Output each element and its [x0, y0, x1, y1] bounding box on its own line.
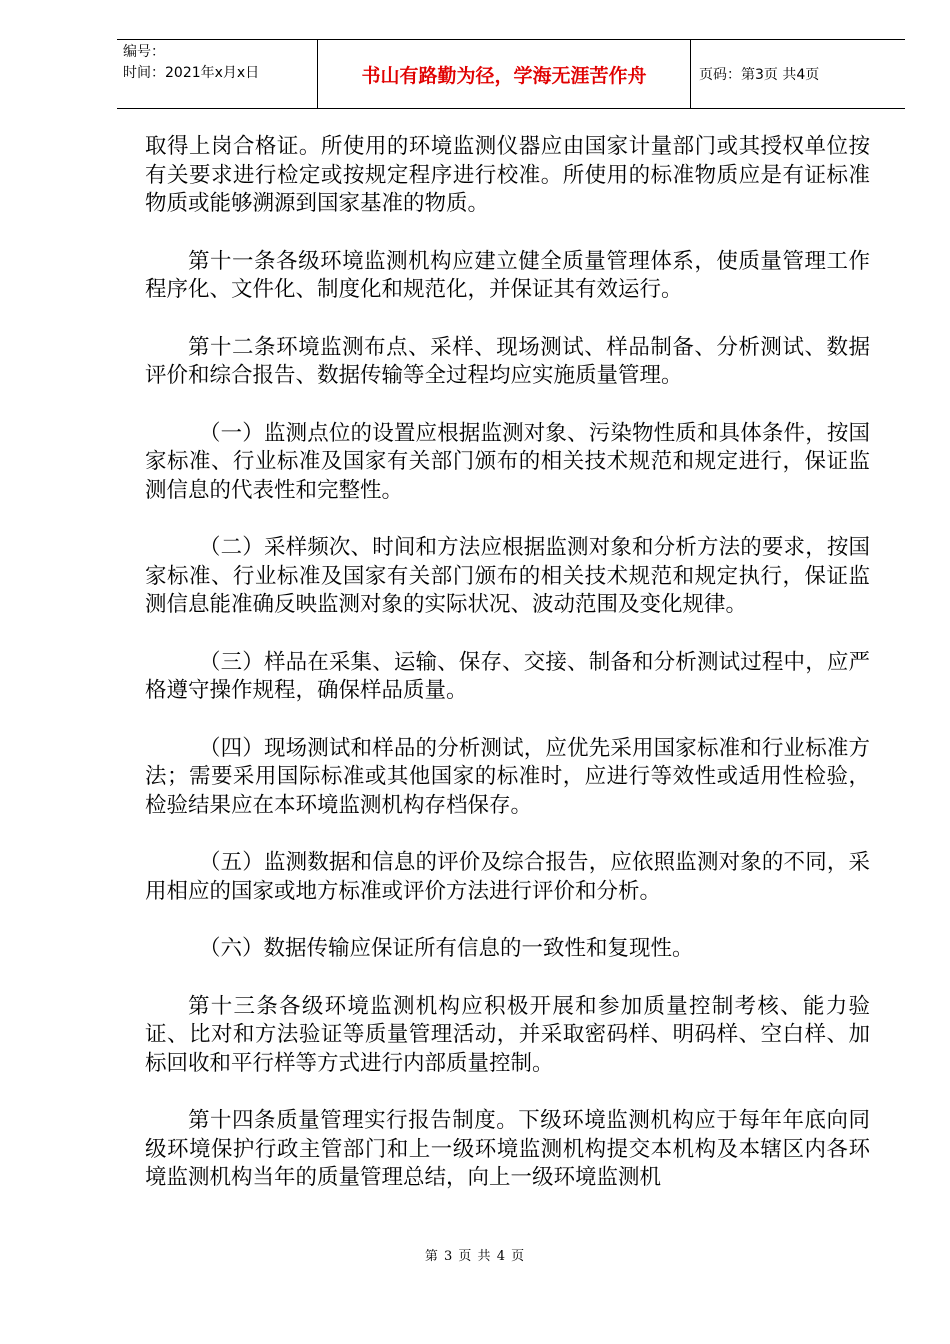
paragraph-item-6: （六）数据传输应保证所有信息的一致性和复现性。 [199, 936, 694, 961]
paragraph-item-2: （二）采样频次、时间和方法应根据监测对象和分析方法的要求，按国家标准、行业标准及国家有关部门颁布的相关技术规范和规定执行，保证监测信息能准确反映监测对象的实际状况、波动范围及变化规律。 [145, 535, 870, 617]
document-date: 时间：2021年x月x日 [123, 65, 260, 81]
paragraph-continuation: 取得上岗合格证。所使用的环境监测仪器应由国家计量部门或其授权单位按有关要求进行检定或按规定程序进行校准。所使用的标准物质应是有证标准物质或能够溯源到国家基准的物质。 [145, 134, 870, 216]
header-motto-cell [317, 40, 691, 108]
header-motto: 书山有路勤为径，学海无涯苦作舟 [361, 64, 647, 87]
paragraph-item-1: （一）监测点位的设置应根据监测对象、污染物性质和具体条件，按国家标准、行业标准及国家有关部门颁布的相关技术规范和规定进行，保证监测信息的代表性和完整性。 [145, 420, 870, 503]
paragraph-article-12: 第十二条环境监测布点、采样、现场测试、样品制备、分析测试、数据评价和综合报告、数据传输等全过程均应实施质量管理。 [145, 334, 870, 388]
paragraph-article-14: 第十四条质量管理实行报告制度。下级环境监测机构应于每年年底向同级环境保护行政主管部门和上一级环境监测机构提交本机构及本辖区内各环境监测机构当年的质量管理总结，向上一级环境监测机 [145, 1108, 870, 1190]
paragraph-item-5: （五）监测数据和信息的评价及综合报告，应依照监测对象的不同，采用相应的国家或地方标准或评价方法进行评价和分析。 [145, 850, 870, 904]
paragraph-item-4: （四）现场测试和样品的分析测试，应优先采用国家标准和行业标准方法；需要采用国际标准或其他国家的标准时，应进行等效性或适用性检验，检验结果应在本环境监测机构存档保存。 [145, 735, 870, 818]
document-number-label: 编号： [123, 44, 165, 60]
page-header [117, 39, 905, 109]
paragraph-article-13: 第十三条各级环境监测机构应积极开展和参加质量控制考核、能力验证、比对和方法验证等质量管理活动，并采取密码样、明码样、空白样、加标回收和平行样等方式进行内部质量控制。 [145, 993, 870, 1076]
paragraph-item-3: （三）样品在采集、运输、保存、交接、制备和分析测试过程中，应严格遵守操作规程，确保样品质量。 [145, 649, 870, 703]
header-page-info-cell [691, 40, 905, 108]
body-text [145, 133, 870, 1222]
page-footer: 第 3 页 共 4 页 [424, 1249, 526, 1264]
header-meta [117, 40, 317, 108]
paragraph-article-11: 第十一条各级环境监测机构应建立健全质量管理体系，使质量管理工作程序化、文件化、制度化和规范化，并保证其有效运行。 [145, 248, 870, 302]
header-page-info: 页码：第3页 共4页 [699, 67, 820, 83]
